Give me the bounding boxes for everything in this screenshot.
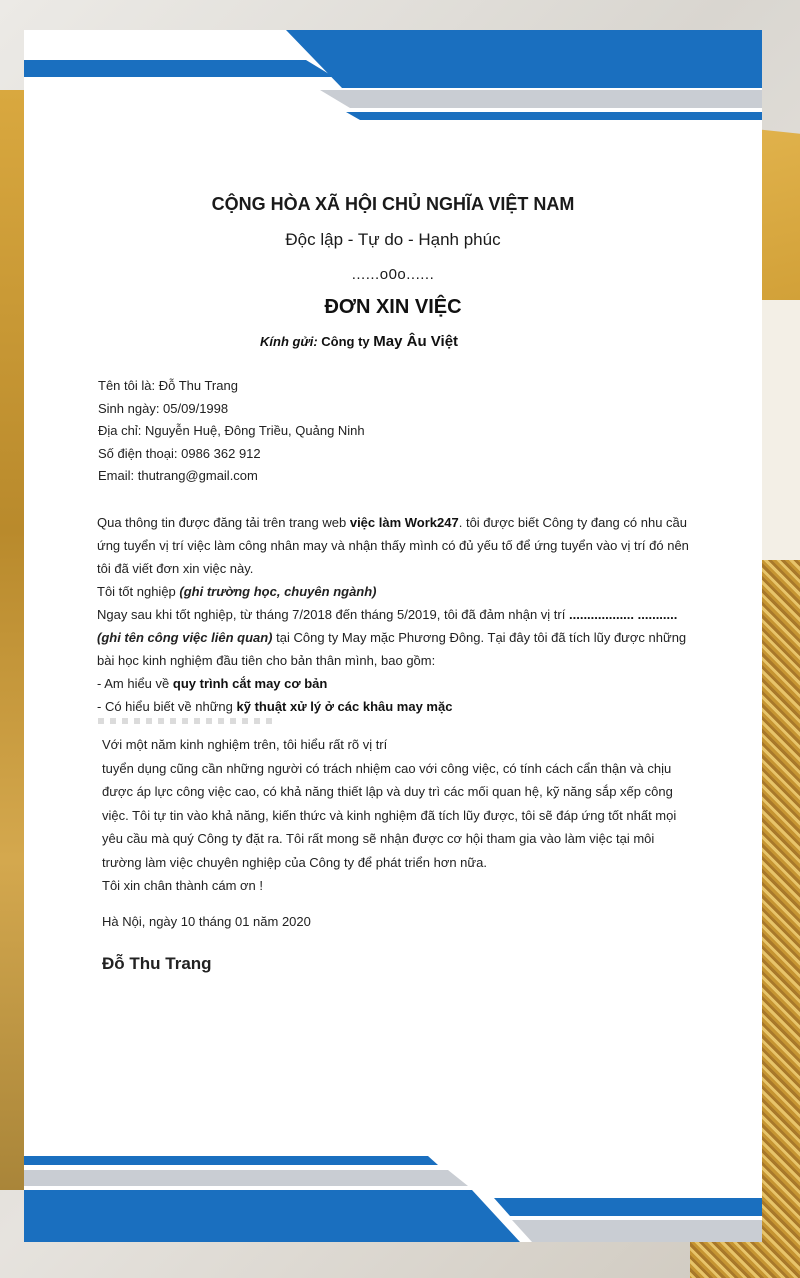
experience-blank: .................. — [569, 607, 635, 622]
thanks-line: Tôi xin chân thành cám ơn ! — [102, 878, 263, 893]
intro-text-continued: . tôi được biết Công ty đang có nhu cầu ứng tuyển vị trí việc làm công nhân may và nhận thấy mình có đủ yếu tố để ứng tuyển vào vị trí đó nên tôi đã viết đơn xin việc này. — [97, 515, 689, 576]
experience-paragraph — [97, 603, 697, 672]
applicant-name: Tên tôi là: Đỗ Thu Trang — [98, 378, 238, 393]
bottom-blue-band-left — [24, 1190, 520, 1242]
summary-paragraph: tuyển dụng cũng cần những người có trách nhiệm cao với công việc, có tính cách cẩn thận và chịu được áp lực công việc cao, có khả năng thiết lập và duy trì các mối quan hệ, kỹ năng sắp xếp công việc. Tôi tự tin vào khả năng, kiến thức và kinh nghiệm đã tích lũy được, tôi sẽ đáp ứng tốt nhất mọi yêu cầu mà quý Công ty đặt ra. Tôi rất mong sẽ nhận được cơ hội tham gia vào làm việc tại môi trường làm việc chuyên nghiệp của Công ty để phát triển hơn nữa. — [102, 760, 677, 870]
bottom-blue-band-right — [494, 1198, 762, 1216]
experience-text-continued: tại Công ty May mặc Phương Đông. Tại đây tôi đã tích lũy được những bài học kinh nghiệm đầu tiên cho bản thân mình, bao gồm: — [97, 630, 687, 668]
signature-name: Đỗ Thu Trang — [102, 954, 212, 973]
bullet-1-bold: quy trình cắt may cơ bản — [172, 676, 328, 691]
obscured-line — [98, 718, 278, 724]
summary-first-line: Với một năm kinh nghiệm trên, tôi hiểu rất rõ vị trí — [102, 737, 388, 752]
bottom-grey-band-right — [512, 1220, 762, 1242]
bullet-1-lead: - Am hiểu về — [97, 676, 170, 691]
experience-blank-2: ........... — [637, 607, 678, 622]
recipient-line — [260, 333, 458, 350]
document-title: ĐƠN XIN VIỆC — [324, 296, 462, 318]
applicant-address: Địa chỉ: Nguyễn Huệ, Đông Triều, Quảng Ninh — [98, 423, 365, 438]
motto: Độc lập - Tự do - Hạnh phúc — [285, 230, 501, 249]
applicant-email: Email: thutrang@gmail.com — [98, 468, 258, 483]
letter-body-continued — [102, 733, 697, 898]
top-grey-band — [320, 90, 762, 108]
applicant-phone: Số điện thoại: 0986 362 912 — [98, 445, 261, 461]
separator: ......o0o...... — [351, 266, 435, 283]
place-date: Hà Nội, ngày 10 tháng 01 năm 2020 — [102, 914, 311, 929]
applicant-dob: Sinh ngày: 05/09/1998 — [98, 400, 229, 416]
letter-body — [97, 511, 697, 718]
bottom-thin-blue-band — [24, 1156, 438, 1165]
bullet-2-bold: kỹ thuật xử lý ở các khâu may mặc — [236, 699, 453, 714]
bullet-1 — [97, 672, 697, 695]
recipient-name: May Âu Việt — [373, 333, 459, 350]
top-thin-blue-band — [346, 112, 762, 120]
top-blue-band-right — [286, 30, 762, 88]
bullet-2 — [97, 695, 697, 718]
bottom-grey-band — [24, 1170, 468, 1186]
intro-text: Qua thông tin được đăng tải trên trang web — [97, 515, 347, 530]
country-heading: CỘNG HÒA XÃ HỘI CHỦ NGHĨA VIỆT NAM — [211, 194, 575, 214]
experience-text: Ngay sau khi tốt nghiệp, từ tháng 7/2018 đến tháng 5/2019, tôi đã đảm nhận vị trí — [97, 607, 566, 622]
work247-link[interactable]: việc làm Work247 — [349, 515, 459, 530]
recipient-prefix: Kính gửi: — [260, 334, 318, 349]
recipient-company-word: Công ty — [321, 334, 370, 349]
top-blue-band-left — [24, 60, 334, 77]
graduation-line — [97, 580, 697, 603]
graduation-note: (ghi trường học, chuyên ngành) — [179, 584, 377, 599]
intro-paragraph — [97, 511, 697, 580]
graduation-text: Tôi tốt nghiệp — [97, 584, 176, 599]
bullet-2-lead: - Có hiểu biết về những — [97, 699, 233, 714]
letter-paper — [24, 30, 762, 1242]
applicant-info — [98, 375, 365, 488]
experience-note: (ghi tên công việc liên quan) — [97, 630, 273, 645]
